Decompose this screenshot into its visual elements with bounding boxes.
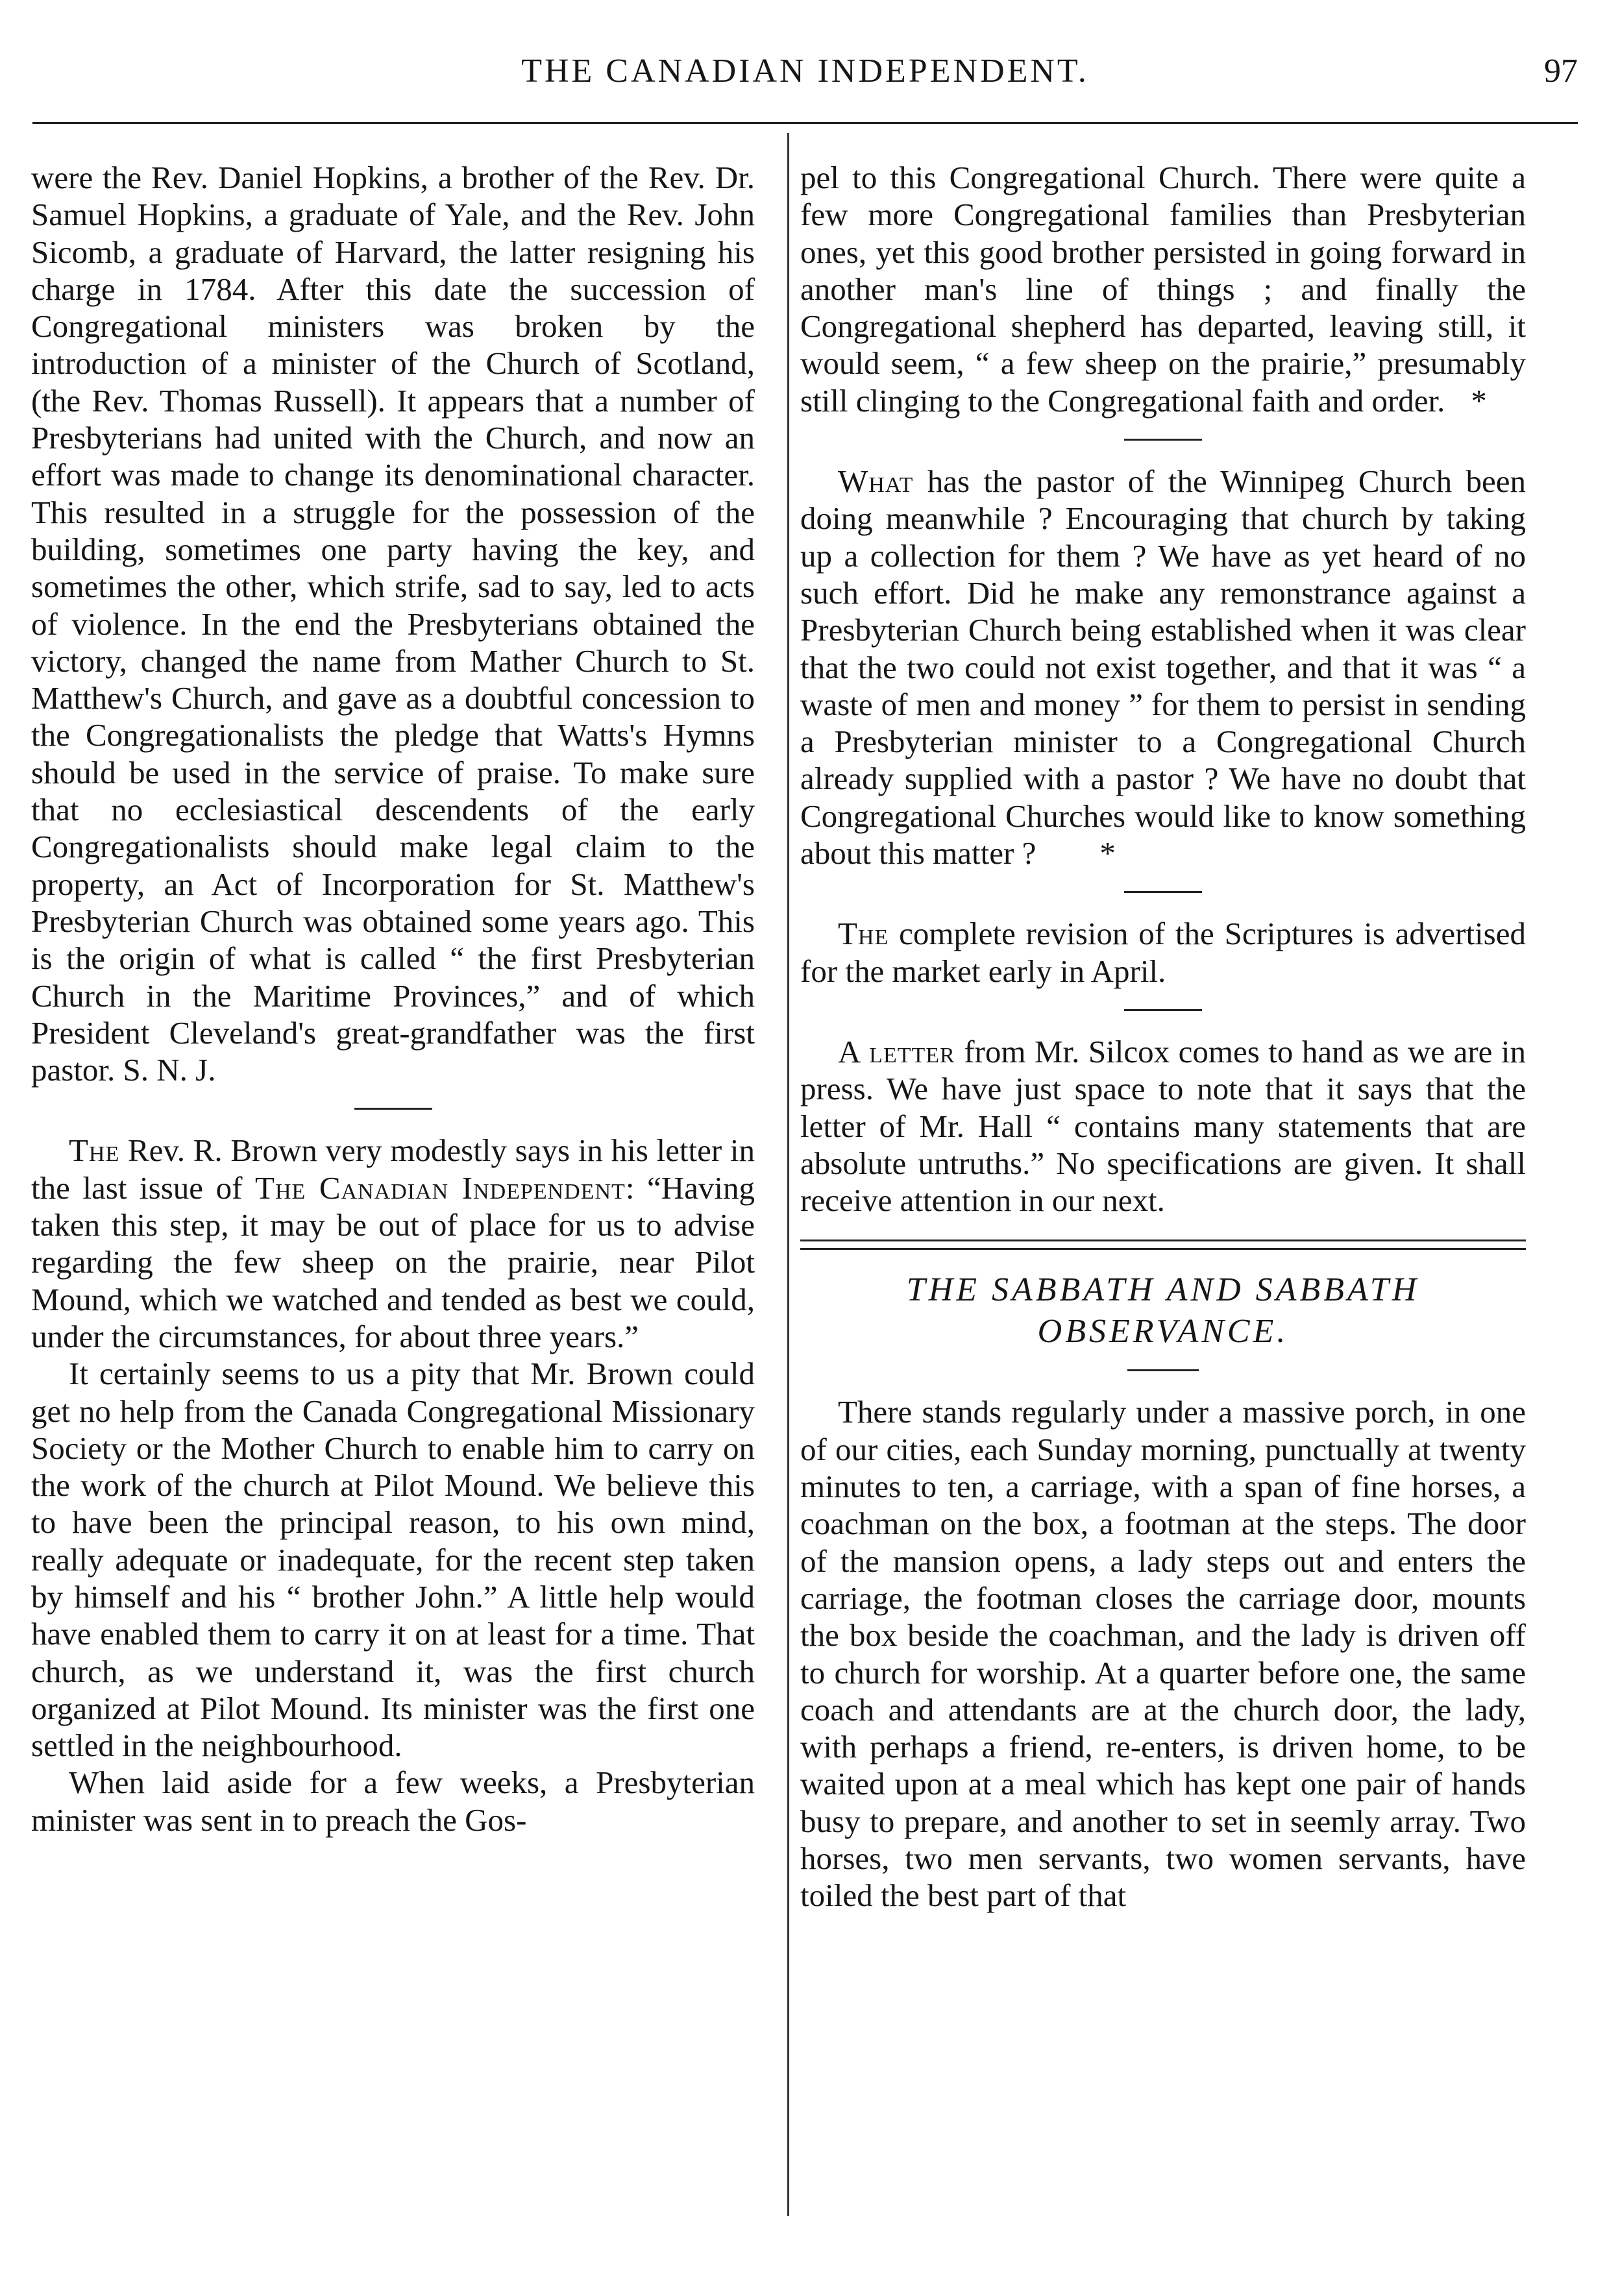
asterisk-mark: *: [1099, 835, 1116, 872]
running-title: THE CANADIAN INDEPENDENT.: [521, 53, 1089, 90]
section-separator: [354, 1108, 432, 1110]
right-paragraph-4-text: from Mr. Silcox comes to hand as we are in press. We have just space to note that it says that the letter of Mr. Hall “ contains many statements that are absolute untruths.” No specifications are given. It shall receive attention in our next.: [800, 1033, 1526, 1219]
lead-word: A letter: [838, 1033, 955, 1069]
section-separator: [1124, 891, 1202, 893]
lead-word: The: [69, 1132, 120, 1169]
right-paragraph-2: [800, 463, 1526, 872]
left-paragraph-1: [31, 159, 755, 1088]
left-paragraph-3: It certainly seems to us a pity that Mr. Brown could get no help from the Canada Congregational Missionary Society or the Mother Church to enable him to carry on the work of the church at Pilot Mound. We believe this to have been the principal reason, to his own mind, really adequate or inadequate, for the recent step taken by himself and his “ brother John.” A little help would have enabled them to carry it on at least for a time. That church, as we understand it, was the first church organized at Pilot Mound. Its minister was the first one settled in the neighbourhood.: [31, 1356, 755, 1764]
header-rule: [32, 122, 1578, 124]
right-paragraph-4: [800, 1033, 1526, 1219]
title-rule: [1127, 1369, 1199, 1371]
lead-word: The: [838, 916, 889, 952]
left-paragraph-1-text: were the Rev. Daniel Hopkins, a brother of the Rev. Dr. Samuel Hopkins, a graduate of Yale, and the Rev. John Sicomb, a graduate of Harvard, the latter resigning his charge in 1784. After this date the succession of Congregational ministers was broken by the introduction of a minister of the Church of Scotland, (the Rev. Thomas Russell). It appears that a number of Presbyterians had united with the Church, and now an effort was made to change its denominational character. This resulted in a struggle for the possession of the building, sometimes one party having the key, and sometimes the other, which strife, sad to say, led to acts of violence. In the end the Presbyterians obtained the victory, changed the name from Mather Church to St. Matthew's Church, and gave as a doubtful concession to the Congregationalists the pledge that Watts's Hymns should be used in the service of praise. To make sure that no ecclesiastical descendents of the early Congregationalists should make legal claim to the property, an Act of Incorporation for St. Matthew's Presbyterian Church was obtained some years ago. This is the origin of what is called “ the first Presbyterian Church in the Maritime Provinces,” and of which President Cleveland's great-grandfather was the first pastor.: [31, 160, 755, 1088]
lead-word: What: [838, 463, 914, 500]
left-paragraph-2-text-b: : “Having taken this step, it may be out of place for us to advise regarding the few sheep on the prairie, near Pilot Mound, which we watched and tended as best we could, under the circumstances, for about three years.”: [31, 1169, 755, 1354]
right-paragraph-1: [800, 159, 1526, 419]
column-divider: [787, 133, 789, 2216]
asterisk-mark: *: [1471, 382, 1487, 419]
left-paragraph-4: When laid aside for a few weeks, a Presbyterian minister was sent in to preach the Gos-: [31, 1765, 755, 1838]
section-separator: [1124, 1009, 1202, 1011]
right-paragraph-2-text: has the pastor of the Winnipeg Church been doing meanwhile ? Encouraging that church by taking up a collection for them ? We have as yet heard of no such effort. Did he make any remonstrance against a Presbyterian Church being established when it was clear that the two could not exist together, and that it was “ a waste of men and money ” for them to persist in sending a Presbyterian minister to a Congregational Church already supplied with a pastor ? We have no doubt that Congregational Churches would like to know something about this matter ?: [800, 463, 1526, 872]
right-paragraph-3-text: complete revision of the Scriptures is advertised for the market early in April.: [800, 916, 1526, 989]
right-paragraph-1-text: pel to this Congregational Church. There were quite a few more Congregational families than Presbyterian ones, yet this good brother persisted in going forward in another man's line of things ; and finally the Congregational shepherd has departed, leaving still, it would seem, “ a few sheep on the prairie,” presumably still clinging to the Congregational faith and order.: [800, 160, 1526, 419]
page-header: [32, 45, 1578, 97]
left-column: [31, 159, 755, 1838]
right-column: [800, 159, 1526, 1914]
article-title-line-1: THE SABBATH AND SABBATH: [906, 1271, 1420, 1309]
section-separator: [1124, 439, 1202, 441]
article-title: [800, 1269, 1526, 1352]
newspaper-name: The Canadian Independent: [255, 1169, 626, 1206]
signature: S. N. J.: [123, 1052, 216, 1088]
article-title-line-2: OBSERVANCE.: [1037, 1313, 1289, 1350]
article-double-rule: [800, 1240, 1526, 1250]
left-paragraph-2-text-a: Rev. R. Brown very modestly says in his letter in the last issue of: [31, 1132, 755, 1206]
left-paragraph-2: [31, 1132, 755, 1355]
right-paragraph-3: [800, 915, 1526, 990]
right-paragraph-5: There stands regularly under a massive porch, in one of our cities, each Sunday morning, punctually at twenty minutes to ten, a carriage, with a span of fine horses, a coachman on the box, a footman at the steps. The door of the mansion opens, a lady steps out and enters the carriage, the footman closes the carriage door, mounts the box beside the coachman, and the lady is driven off to church for worship. At a quarter before one, the same coach and attendants are at the church door, the lady, with perhaps a friend, re-enters, is driven home, to be waited upon at a meal which has kept one pair of hands busy to prepare, and another to set in seemly array. Two horses, two men servants, two women servants, have toiled the best part of that: [800, 1394, 1526, 1914]
page-number: 97: [1544, 53, 1578, 90]
